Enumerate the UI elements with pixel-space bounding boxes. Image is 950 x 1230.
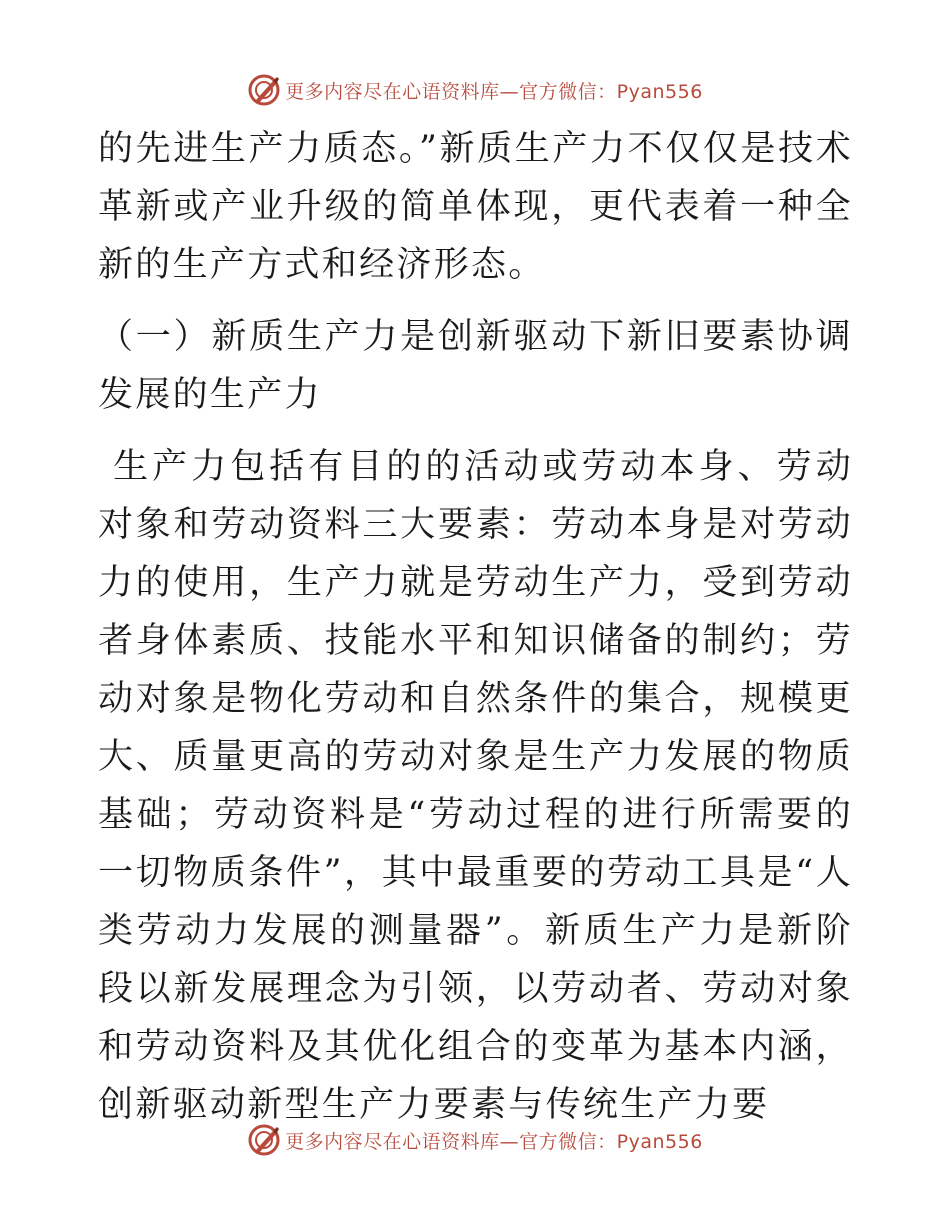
pen-circle-icon [247,1123,281,1157]
footer-banner-text: 更多内容尽在心语资料库—官方微信：Pyan556 [285,1130,703,1153]
paragraph-intro: 的先进生产力质态。”新质生产力不仅仅是技术革新或产业升级的简单体现，更代表着一种全新的生产方式和经济形态。 [98,129,853,285]
header-banner-text: 更多内容尽在心语资料库—官方微信：Pyan556 [285,80,703,103]
document-body [98,120,853,1134]
paragraph-main: 生产力包括有目的的活动或劳动本身、劳动对象和劳动资料三大要素：劳动本身是对劳动力的使用，生产力就是劳动生产力，受到劳动者身体素质、技能水平和知识储备的制约；劳动对象是物化劳动和自然条件的集合，规模更大、质量更高的劳动对象是生产力发展的物质基础；劳动资料是“劳动过程的进行所需要的一切物质条件”，其中最重要的劳动工具是“人类劳动力发展的测量器”。新质生产力是新阶段以新发展理念为引领，以劳动者、劳动对象和劳动资料及其优化组合的变革为基本内涵，创新驱动新型生产力要素与传统生产力要 [98,447,853,1125]
pen-circle-icon [247,73,281,107]
footer-banner [0,1120,950,1160]
header-banner [0,70,950,110]
section-heading: （一）新质生产力是创新驱动下新旧要素协调发展的生产力 [98,317,853,415]
